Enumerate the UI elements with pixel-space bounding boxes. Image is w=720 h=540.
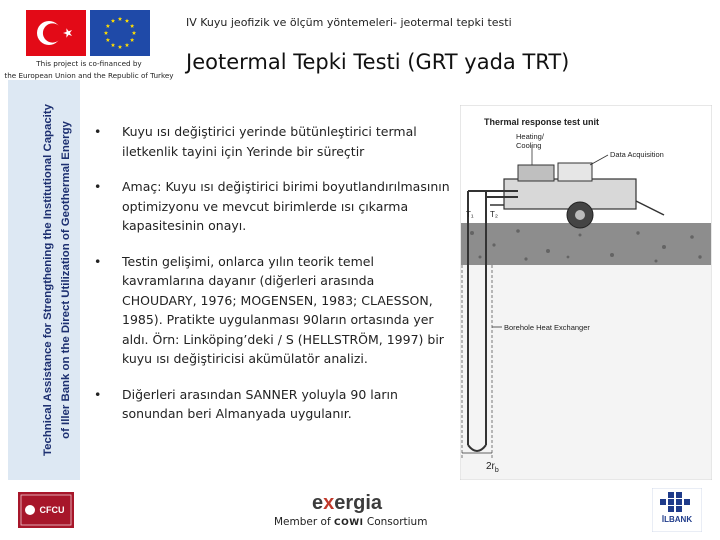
bullet-text: Amaç: Kuyu ısı değiştirici birimi boyutlandırılmasının optimizyonu ve mevcut birimlerde ısı çıkarma kapasitesinin onayı. [122,179,450,233]
slide-caption: IV Kuyu jeofizik ve ölçüm yöntemeleri- jeotermal tepki testi [186,16,512,29]
cofinanced-line-2: the European Union and the Republic of Turkey [4,71,174,80]
eu-star-icon [118,45,122,49]
diameter-main: 2r [486,461,495,472]
t1-label: T₁ [466,210,474,219]
exergia-x: x [323,492,335,514]
bullet-text: Testin gelişimi, onlarca yılın teorik temel kavramlarına dayanır (diğerleri arasında CHOUDARY, 1976; MOGENSEN, 1983; CLAESSON, 1985). Pratikte uygulanması 90ların ortasında yer aldı. Örn: Linköping’deki / S (HELLSTRÖM, 1997) bir kuyu ısı değiştiricisi akümülatör analizi. [122,253,444,366]
bullet-item [92,177,452,236]
exergia-rest: ergia [334,492,383,514]
eu-star-icon [130,38,134,42]
bullet-item [92,252,452,369]
cowi-logo: COWI [334,518,364,528]
eu-star-icon [106,38,110,42]
cfcu-logo-text: CFCU [39,505,65,515]
exergia-prefix: e [312,492,324,514]
heating-label-2: Cooling [516,141,542,150]
eu-star-icon [125,43,129,47]
t2-label: T₂ [490,210,498,219]
cofinanced-text [4,58,174,82]
bullet-marker: • [94,386,102,402]
diameter-sub: b [494,467,499,474]
eu-flag-icon [90,10,150,56]
consortium-line [274,516,427,528]
bhe-label: Borehole Heat Exchanger [504,323,590,332]
slide-title: Jeotermal Tepki Testi (GRT yada TRT) [186,50,570,74]
eu-star-icon [125,19,129,23]
eu-star-icon [130,24,134,28]
bullet-text: Kuyu ısı değiştirici yerinde bütünleştirici termal iletkenlik tayini için Yerinde bir süreçtir [122,124,417,159]
eu-star-icon [111,19,115,23]
thermal-response-diagram [460,105,712,480]
exergia-logo [310,488,400,516]
bullet-marker: • [94,253,102,269]
ilbank-logo-text: İLBANK [661,515,693,524]
cofinanced-line-1: This project is co-financed by [36,59,142,68]
heating-label-1: Heating/ [516,132,544,141]
soil-band [461,223,711,265]
eu-star-icon [106,24,110,28]
eu-star-icon [111,43,115,47]
cfcu-logo [18,492,74,528]
flags-group [26,10,150,56]
ilbank-logo [652,488,702,532]
diagram-title: Thermal response test unit [484,117,600,127]
bullet-item [92,122,452,161]
project-sidebar [8,80,80,480]
sidebar-line-2: of Iller Bank on the Direct Utilization of Geothermal Energy [60,121,72,439]
trailer-body [504,179,636,209]
eu-star-icon [132,31,136,35]
bullet-marker: • [94,124,102,139]
member-prefix: Member of [274,516,331,528]
svg-text:exergia [312,492,383,514]
sidebar-line-1: Technical Assistance for Strengthening the Institutional Capacity [42,104,54,456]
member-suffix: Consortium [366,516,428,528]
bullet-marker: • [94,179,102,194]
eu-star-icon [104,31,108,35]
eu-star-icon [118,17,122,21]
data-acquisition-label: Data Acquisition [610,150,664,159]
bullet-list [92,122,452,440]
turkey-flag-icon [26,10,86,56]
bullet-text: Diğerleri arasından SANNER yoluyla 90 ların sonundan beri Almanyada uygulanır. [122,386,398,421]
bullet-item [92,385,452,424]
